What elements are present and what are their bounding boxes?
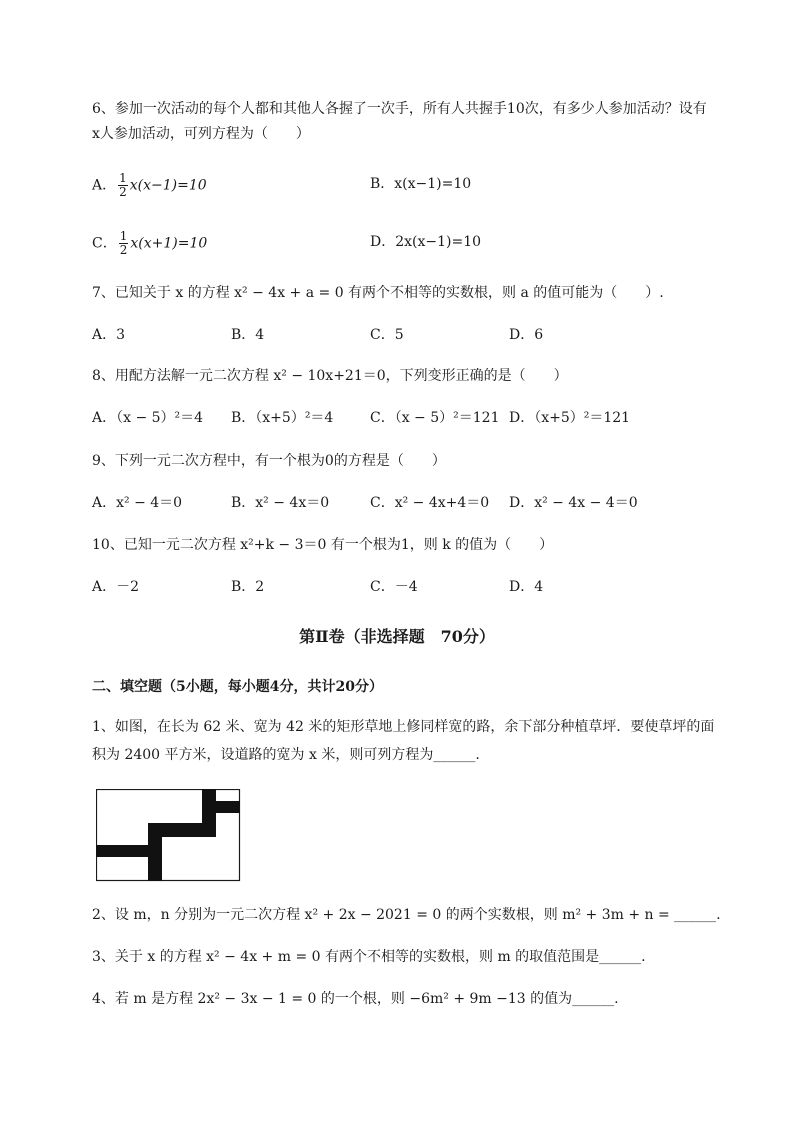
q8-stem: 8、用配方法解一元二次方程 x² − 10x+21＝0，下列变形正确的是（ ） (92, 368, 568, 384)
q10-option-d[interactable]: D．4 (509, 579, 544, 595)
q7-option-c[interactable]: C．5 (370, 327, 404, 343)
q10-option-b[interactable]: B．2 (231, 579, 265, 595)
fill-q3: 3、关于 x 的方程 x² − 4x + m = 0 有两个不相等的实数根，则 m 的取值范围是______. (92, 949, 646, 965)
fill-q1-line1: 1、如图，在长为 62 米、宽为 42 米的矩形草地上修同样宽的路，余下部分种植草坪．要使草坪的面 (92, 719, 715, 735)
q10-option-c[interactable]: C．－4 (370, 579, 418, 595)
fill-q2: 2、设 m，n 分别为一元二次方程 x² + 2x − 2021 = 0 的两个实数根，则 m² + 3m + n = ______. (92, 907, 721, 923)
q8-option-d[interactable]: D．（x+5）²＝121 (509, 410, 631, 426)
q8-option-a[interactable]: A．（x − 5）²＝4 (92, 410, 204, 426)
q6-option-a[interactable] (92, 172, 207, 199)
q7-option-d[interactable]: D．6 (509, 327, 544, 343)
q6-option-a-label: A． (92, 177, 117, 194)
q6-stem-line1: 6、参加一次活动的每个人都和其他人各握了一次手，所有人共握手10次，有多少人参加活动？设有 (92, 101, 707, 117)
q6-option-b[interactable]: B．x(x−1)=10 (370, 176, 472, 192)
fill-in-section-title: 二、填空题（5小题，每小题4分，共计20分） (92, 679, 383, 695)
q7-option-b[interactable]: B．4 (231, 327, 265, 343)
q8-option-b[interactable]: B．（x+5）²＝4 (231, 410, 334, 426)
q9-option-b[interactable]: B．x² − 4x＝0 (231, 495, 330, 511)
q6-option-c-expr: x(x+1)=10 (130, 235, 208, 252)
q6-option-a-expr: x(x−1)=10 (129, 177, 207, 194)
q9-option-c[interactable]: C．x² − 4x+4＝0 (370, 495, 490, 511)
q6-option-c-label: C． (92, 235, 117, 252)
q9-option-d[interactable]: D．x² − 4x − 4＝0 (509, 495, 638, 511)
q6-stem-line2: x人参加活动，可列方程为（ ） (92, 126, 310, 142)
q9-stem: 9、下列一元二次方程中，有一个根为0的方程是（ ） (92, 453, 446, 469)
q9-option-a[interactable]: A．x² − 4＝0 (92, 495, 183, 511)
fraction-half: $\frac{1}{2}$ (119, 171, 127, 199)
fill-q4: 4、若 m 是方程 2x² − 3x − 1 = 0 的一个根，则 −6m² + 9m −13 的值为______. (92, 991, 619, 1007)
q6-option-d[interactable]: D．2x(x−1)=10 (370, 234, 482, 250)
q8-option-c[interactable]: C．（x − 5）²＝121 (370, 410, 500, 426)
q7-option-a[interactable]: A．3 (92, 327, 126, 343)
fraction-half: $\frac{1}{2}$ (119, 229, 128, 257)
lawn-road-figure (96, 789, 241, 882)
q10-stem: 10、已知一元二次方程 x²+k − 3＝0 有一个根为1，则 k 的值为（ ） (92, 537, 554, 553)
section-2-title: 第Ⅱ卷（非选择题 70分） (299, 627, 495, 646)
q10-option-a[interactable]: A．－2 (92, 579, 140, 595)
q6-option-c[interactable] (92, 230, 207, 257)
q7-stem: 7、已知关于 x 的方程 x² − 4x + a = 0 有两个不相等的实数根，则 a 的值可能为（ ）. (92, 285, 664, 301)
fill-q1-line2: 积为 2400 平方米，设道路的宽为 x 米，则可列方程为______. (92, 747, 480, 763)
